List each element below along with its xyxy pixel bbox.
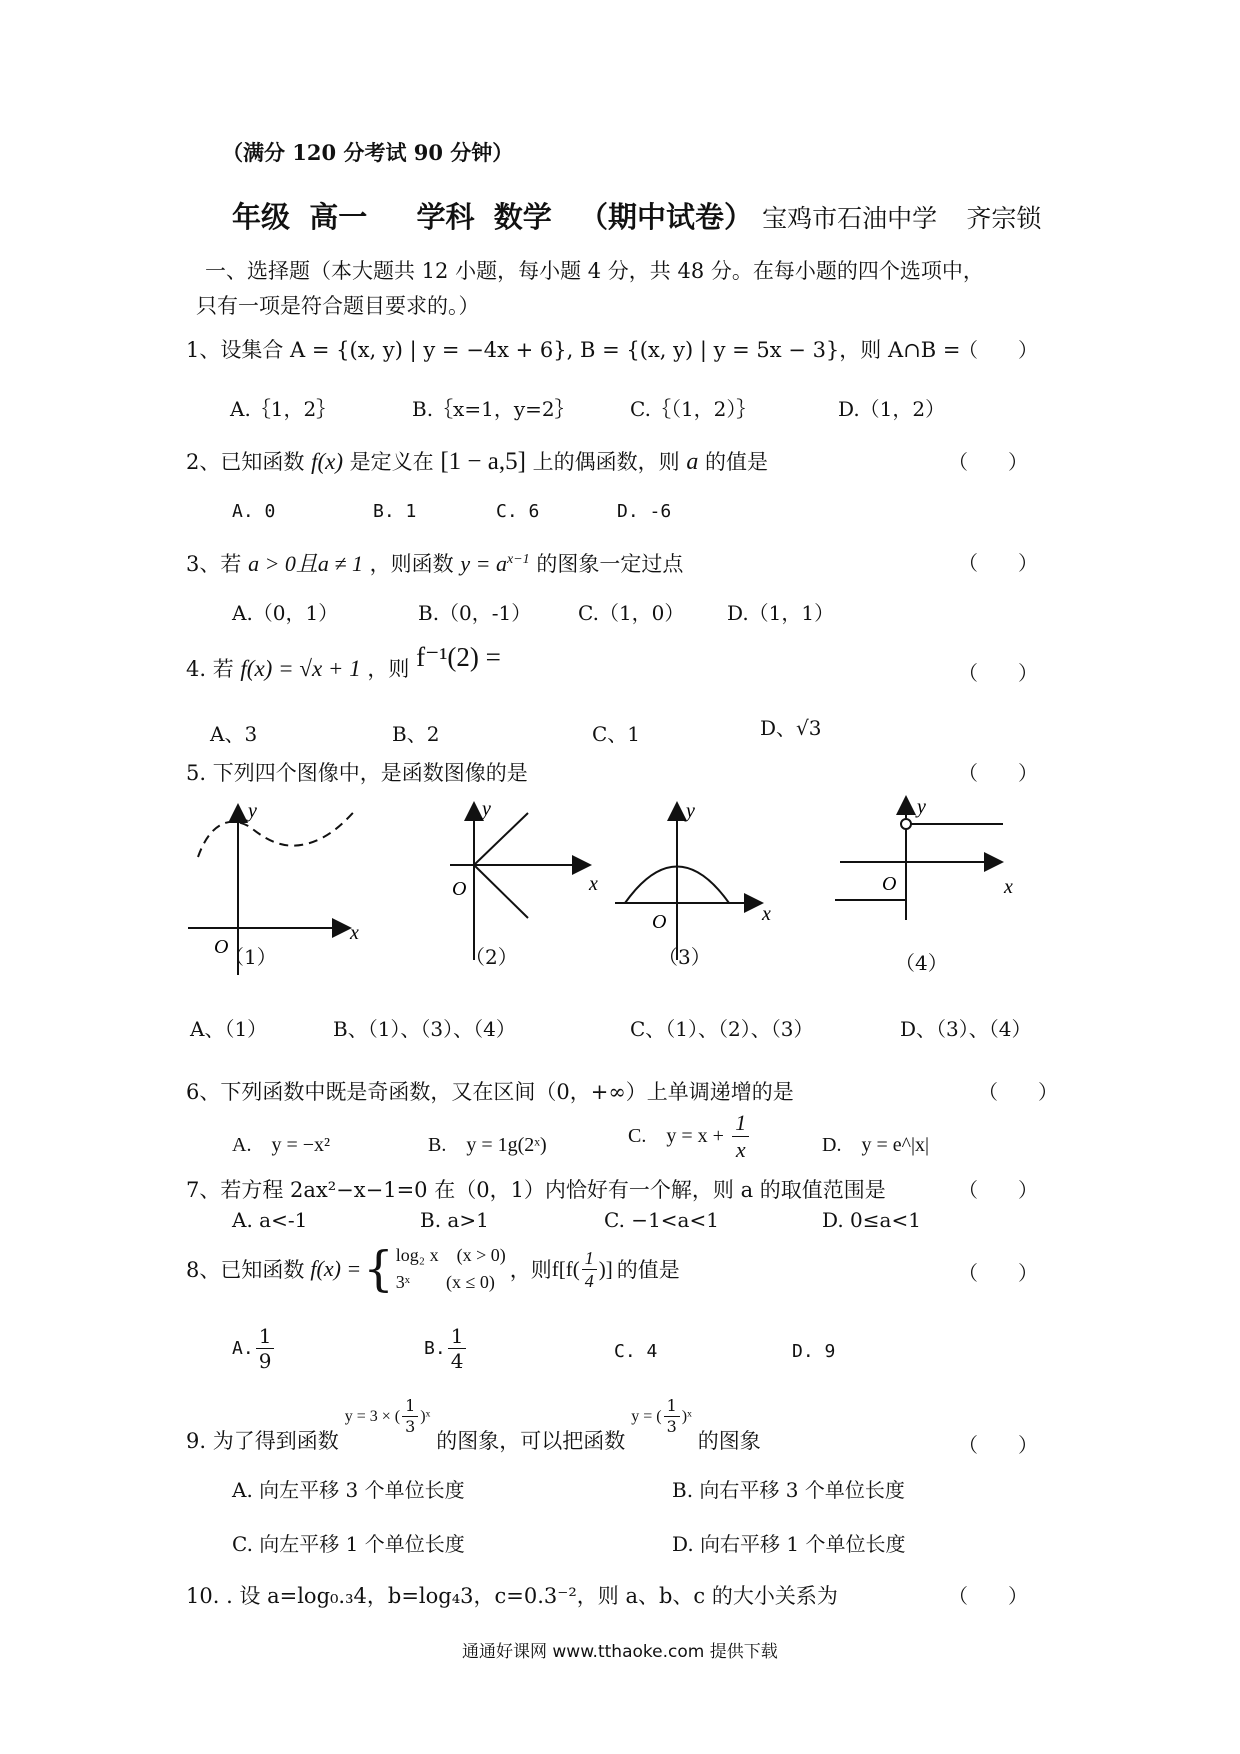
answer-paren-3: （ ）: [958, 551, 1038, 575]
q6-option-c: [628, 1112, 751, 1161]
q7-option-c: C. −1<a<1: [604, 1208, 719, 1232]
graph-4: [835, 796, 1013, 920]
graph-1-x-label: x: [350, 922, 359, 944]
subject-value: 数学: [493, 200, 552, 234]
graph-1-label: （1）: [224, 945, 277, 969]
question-5-stem: 5. 下列四个图像中，是函数图像的是: [186, 761, 528, 785]
graph-2-upper-ray: [474, 813, 528, 865]
q4-option-b: B、2: [392, 722, 440, 746]
q2-option-b: B. 1: [373, 501, 417, 522]
q9-func2-fraction: [664, 1398, 680, 1435]
q6-option-a: A. y = −x²: [232, 1134, 330, 1156]
q2-fx: f(x): [311, 449, 343, 474]
q6-option-b: B. y = 1g(2ˣ): [428, 1134, 547, 1156]
q8-option-a: [232, 1326, 276, 1371]
exam-title-line: [232, 195, 1041, 236]
q8-case-2: 3ˣ (x ≤ 0): [395, 1272, 495, 1292]
q2-option-c: C. 6: [496, 501, 540, 522]
q8-suffix: 的值是: [616, 1258, 680, 1282]
answer-paren-4: （ ）: [958, 661, 1038, 685]
q2-var: a: [686, 449, 699, 475]
graph-3: [615, 800, 771, 960]
graph-3-x-label: x: [762, 903, 771, 925]
graph-2-y-label: y: [482, 798, 491, 820]
q4-option-a: A、3: [210, 722, 258, 746]
q6-option-d: D. y = e^|x|: [822, 1134, 929, 1156]
graph-3-origin: O: [652, 911, 667, 933]
q7-option-d: D. 0≤a<1: [822, 1208, 921, 1232]
q8-option-d: D. 9: [792, 1341, 836, 1362]
q8-option-a-label: A.: [232, 1338, 254, 1359]
q3-option-b: B.（0，-1）: [418, 601, 532, 625]
q8-optA-num: 1: [256, 1326, 275, 1349]
graph-2-label: （2）: [465, 945, 518, 969]
q9-func2-text: y = (: [631, 1407, 662, 1425]
q3-mid: ，则函数: [369, 552, 454, 576]
question-7-stem: 7、若方程 2ax²−x−1=0 在（0，1）内恰好有一个解，则 a 的取值范围是: [186, 1178, 886, 1202]
q9-func1-fraction: [402, 1398, 418, 1435]
q1-option-c: C.｛（1，2）｝: [630, 397, 757, 421]
q3-prefix: 3、若: [186, 552, 242, 576]
q2-mid: 是定义在: [349, 450, 434, 474]
question-8-stem: [186, 1238, 680, 1300]
q8-option-a-fraction: [256, 1326, 275, 1371]
footer-text: 通通好课网 www.tthaoke.com 提供下载: [462, 1642, 778, 1662]
graph-1-y-label: y: [248, 800, 257, 822]
q3-option-c: C.（1，0）: [578, 601, 685, 625]
q9-func2-den: 3: [666, 1417, 677, 1436]
question-10-stem: 10. . 设 a=log₀.₃4，b=log₄3，c=0.3⁻²，则 a、b、c 的大小关系为: [186, 1584, 838, 1608]
q9-func1-num: 1: [402, 1398, 418, 1417]
q9-func1-den: 3: [405, 1417, 416, 1436]
q9-func2: [631, 1398, 692, 1435]
q8-prefix: 8、已知函数: [186, 1258, 305, 1282]
q2-prefix: 2、已知函数: [186, 450, 305, 474]
answer-paren-2: （ ）: [948, 450, 1028, 474]
answer-paren-1: （ ）: [958, 338, 1038, 362]
school-name: 宝鸡市石油中学: [762, 204, 938, 233]
question-6-stem: 6、下列函数中既是奇函数，又在区间（0，+∞）上单调递增的是: [186, 1080, 794, 1104]
q8-option-c: C. 4: [614, 1341, 658, 1362]
answer-paren-10: （ ）: [948, 1584, 1028, 1608]
q4-mid: ，则: [367, 657, 410, 681]
graph-3-y-label: y: [686, 800, 695, 822]
q9-func1-end: )ˣ: [420, 1407, 431, 1425]
graph-4-origin: O: [882, 873, 897, 895]
question-3-stem: [186, 547, 683, 578]
q8-optB-num: 1: [448, 1326, 467, 1349]
q9-func2-end: )ˣ: [681, 1407, 692, 1425]
question-4-stem: [186, 642, 501, 683]
q3-exp: x−1: [506, 552, 530, 567]
q2-option-d: D. -6: [617, 501, 672, 522]
exam-type: （期中试卷）: [578, 200, 753, 234]
q2-interval: [1 − a,5]: [440, 448, 526, 475]
graph-2: [450, 798, 598, 960]
q1-option-d: D.（1，2）: [838, 397, 946, 421]
answer-paren-6: （ ）: [978, 1080, 1058, 1104]
graph-3-label: （3）: [658, 945, 711, 969]
q4-option-c: C、1: [592, 722, 641, 746]
graph-4-x-label: x: [1004, 876, 1013, 898]
q7-option-b: B. a>1: [420, 1208, 489, 1232]
q5-option-a: A、（1）: [190, 1017, 268, 1041]
q8-ff: f[f(: [551, 1256, 580, 1281]
grade-value: 高一: [309, 200, 368, 234]
q8-option-b-label: B.: [424, 1338, 446, 1359]
grade-label: 年级: [232, 200, 291, 234]
question-2-stem: [186, 446, 768, 476]
q4-inverse: f⁻¹(2) =: [416, 642, 501, 672]
q5-option-c: C、（1）、（2）、（3）: [630, 1017, 814, 1041]
q3-option-a: A.（0，1）: [232, 601, 339, 625]
q3-func: y = a: [460, 551, 507, 576]
q8-case-1: log₂ x (x > 0): [395, 1245, 506, 1265]
q1-option-b: B.｛x=1，y=2｝: [412, 397, 575, 421]
q7-option-a: A. a<-1: [232, 1208, 308, 1232]
q9-option-a: A. 向左平移 3 个单位长度: [232, 1478, 465, 1502]
q1-option-a: A.｛1，2｝: [230, 397, 337, 421]
graph-2-x-label: x: [589, 873, 598, 895]
q9-func2-num: 1: [664, 1398, 680, 1417]
subject-label: 学科: [416, 200, 475, 234]
q2-mid2: 上的偶函数，则: [532, 450, 680, 474]
q8-optB-den: 4: [450, 1349, 464, 1373]
q6-option-c-text: C. y = x +: [628, 1125, 724, 1147]
graph-1-origin: O: [214, 936, 229, 958]
answer-paren-8: （ ）: [958, 1261, 1038, 1285]
graph-2-lower-ray: [474, 865, 528, 918]
graph-1-curve: [198, 811, 355, 857]
q5-option-d: D、（3）、（4）: [900, 1017, 1032, 1041]
q8-ff-end: )]: [598, 1256, 613, 1281]
q3-suffix: 的图象一定过点: [536, 552, 684, 576]
q5-option-b: B、（1）、（3）、（4）: [333, 1017, 516, 1041]
q9-option-c: C. 向左平移 1 个单位长度: [232, 1532, 465, 1556]
q8-optA-den: 9: [258, 1349, 272, 1373]
q6-frac-den: x: [735, 1137, 746, 1162]
q9-option-b: B. 向右平移 3 个单位长度: [672, 1478, 905, 1502]
graph-4-open-point: [901, 819, 911, 829]
q4-func: f(x) = √x + 1: [240, 656, 361, 681]
q8-frac-num: 1: [582, 1249, 597, 1270]
q8-option-b: [424, 1326, 468, 1371]
section-intro-line2: 只有一项是符合题目要求的。）: [196, 294, 480, 318]
q4-prefix: 4. 若: [186, 657, 234, 681]
q8-frac-den: 4: [584, 1270, 594, 1291]
q9-func1: [345, 1398, 431, 1435]
q8-fx: f(x) =: [310, 1256, 362, 1281]
q9-suffix: 的图象: [697, 1429, 761, 1453]
q9-option-d: D. 向右平移 1 个单位长度: [672, 1532, 906, 1556]
q8-brace: {: [363, 1241, 394, 1297]
answer-paren-5: （ ）: [958, 761, 1038, 785]
q2-suffix: 的值是: [705, 450, 769, 474]
answer-paren-7: （ ）: [958, 1178, 1038, 1202]
question-1-stem: 1、设集合 A = {(x, y) | y = −4x + 6}, B = {(x, y) | y = 5x − 3}，则 A∩B =: [186, 338, 961, 362]
q8-stem-fraction: [582, 1249, 597, 1290]
section-intro-line1: 一、选择题（本大题共 12 小题，每小题 4 分，共 48 分。在每小题的四个选项中，: [205, 259, 984, 283]
answer-paren-9: （ ）: [958, 1433, 1038, 1457]
question-9-stem: [186, 1395, 761, 1455]
q8-mid: ，则: [509, 1258, 552, 1282]
q9-mid: 的图象，可以把函数: [436, 1429, 626, 1453]
q3-option-d: D.（1，1）: [727, 601, 835, 625]
graph-2-origin: O: [452, 878, 467, 900]
graph-4-label: （4）: [895, 951, 948, 975]
q9-prefix: 9. 为了得到函数: [186, 1429, 339, 1453]
q2-option-a: A. 0: [232, 501, 276, 522]
graph-4-y-label: y: [917, 796, 926, 818]
score-note: （满分 120 分考试 90 分钟）: [222, 140, 514, 165]
q6-option-c-fraction: [732, 1112, 749, 1161]
q4-option-d: D、√3: [760, 716, 822, 740]
q8-option-b-fraction: [448, 1326, 467, 1371]
q9-func1-text: y = 3 × (: [344, 1407, 401, 1425]
author-name: 齐宗锁: [966, 204, 1042, 233]
q3-cond: a > 0且a ≠ 1: [248, 551, 363, 576]
q6-frac-num: 1: [732, 1112, 749, 1137]
q8-cases: [396, 1242, 506, 1296]
